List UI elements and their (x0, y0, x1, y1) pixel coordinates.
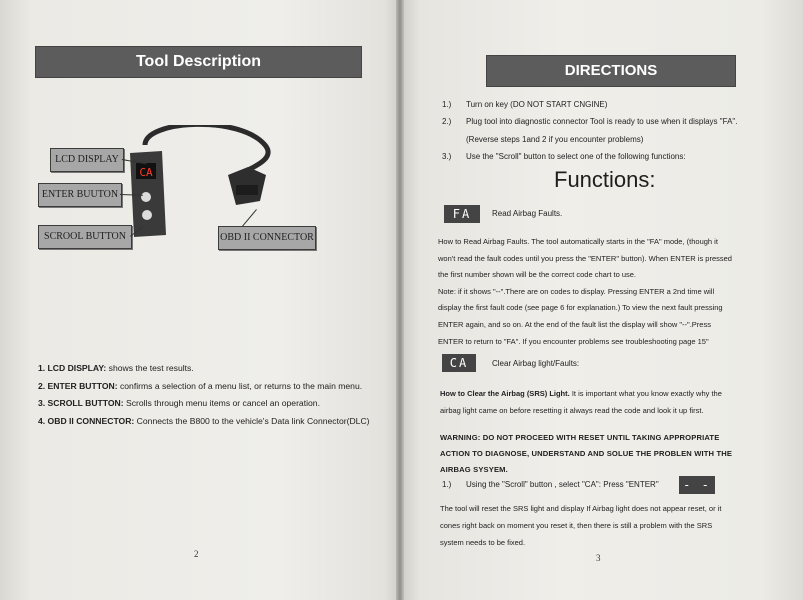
closing-line: system needs to be fixed. (440, 538, 526, 547)
step-3-num: 3.) (442, 152, 452, 161)
right-page (400, 0, 803, 600)
ca-paragraph (440, 386, 790, 419)
fa-paragraph-line: display the first fault code (see page 6 for explanation.) To view the next fault pressing (438, 303, 723, 313)
page-number-left: 2 (194, 549, 199, 559)
label-lcd-display: LCD DISPLAY (50, 148, 124, 172)
closing-paragraph (440, 500, 790, 551)
obd-connector-plug (228, 167, 266, 205)
step-2-text: Plug tool into diagnostic connector Tool is ready to use when it displays "FA". (466, 117, 738, 126)
definition-lcd: 1. LCD DISPLAY: shows the test results. (38, 363, 194, 373)
book-spine (396, 0, 404, 600)
scroll-button-illustration (142, 210, 152, 220)
step-2-note: (Reverse steps 1and 2 if you encounter problems) (466, 135, 644, 144)
functions-heading: Functions: (554, 167, 656, 192)
step-2-num: 2.) (442, 117, 452, 126)
step-ca-num: 1.) (442, 480, 452, 489)
ca-paragraph-line: airbag light came on before resetting it always read the code and look it up first. (440, 405, 704, 415)
ca-label: Clear Airbag light/Faults: (492, 359, 580, 368)
fa-label: Read Airbag Faults. (492, 209, 563, 218)
definition-obd: 4. OBD II CONNECTOR: Connects the B800 to the vehicle's Data link Connector(DLC) (38, 415, 370, 426)
fa-paragraph (438, 234, 788, 350)
closing-line: The tool will reset the SRS light and display If Airbag light does not appear reset, or it (440, 504, 722, 513)
label-scroll-button: SCROOL BUTTON (38, 225, 132, 249)
fa-paragraph-line: the first number shown will be the correct code chart to use. (438, 270, 637, 280)
step-3-text: Use the "Scroll" button to select one of the following functions: (466, 152, 686, 161)
ca-heading: How to Clear the Airbag (SRS) Light. (440, 389, 570, 398)
fa-code-display: FA (444, 205, 480, 223)
warning-block (440, 430, 790, 479)
fa-paragraph-line: ENTER to return to "FA". If you encounter problems see troubleshooting page 15" (438, 336, 709, 346)
left-page (0, 0, 400, 600)
enter-button-illustration (141, 192, 151, 202)
step-ca-text: Using the "Scroll" button , select "CA": Press "ENTER" (466, 480, 659, 489)
step-1-text: Turn on key (DO NOT START CNGINE) (466, 100, 608, 109)
tool-lcd-readout: CA (139, 166, 153, 179)
warning-line: AIRBAG SYSYEM. (440, 465, 508, 475)
scan-tool-illustration (100, 125, 300, 240)
warning-line: ACTION TO DIAGNOSE, UNDERSTAND AND SOLUE THE PROBLEN WITH THE (440, 449, 733, 459)
tool-description-banner: Tool Description (35, 46, 362, 78)
ca-paragraph-line: How to Clear the Airbag (SRS) Light. It is important what you know exactly why the (440, 389, 722, 398)
fa-paragraph-line: won't read the fault codes until you press the "ENTER" button). When ENTER is pressed (438, 253, 732, 263)
fa-paragraph-line: Note: if it shows "--".There are on codes to display. Pressing ENTER a 2nd time will (438, 286, 715, 296)
definition-enter: 2. ENTER BUTTON: confirms a selection of a menu list, or returns to the main menu. (38, 380, 363, 391)
directions-banner: DIRECTIONS (486, 55, 736, 87)
dash-code-display: - - (679, 476, 715, 494)
label-obd-connector: OBD II CONNECTOR (218, 226, 316, 250)
closing-line: cones right back on moment you reset it, then there is still a problem with the SRS (440, 521, 713, 530)
fa-paragraph-line: How to Read Airbag Faults. The tool automatically starts in the "FA" mode, (though it (438, 237, 718, 246)
warning-line: WARNING: DO NOT PROCEED WITH RESET UNTIL TAKING APPROPRIATE (440, 433, 720, 442)
tool-cable (145, 125, 268, 170)
definition-scroll: 3. SCROLL BUTTON: Scrolls through menu items or cancel an operation. (38, 398, 320, 408)
ca-code-display: CA (442, 354, 476, 372)
page-number-right: 3 (596, 553, 601, 563)
step-1-num: 1.) (442, 100, 452, 109)
label-enter-button: ENTER BUUTON (38, 183, 122, 207)
fa-paragraph-line: ENTER again, and so on. At the end of the fault list the display will show "--".Press (438, 319, 711, 329)
definition-list (38, 363, 383, 433)
